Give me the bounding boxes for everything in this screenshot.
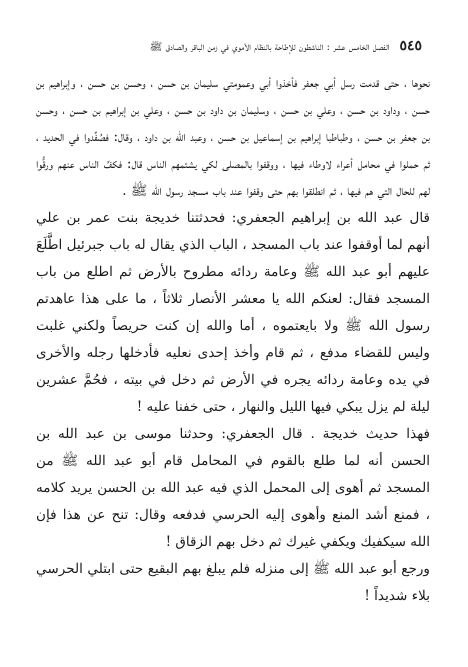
paragraph: فهذا حديث خديجة . قال الجعفري: وحدثنا موسى بن عبد الله بن الحسن أنه لما طلع بالقوم في المحامل قام أبو عبد الله ﷺ من المسجد ثم أهوى إلى المحمل الذي فيه عبد الله بن الحسن يريد كلامه ، فمنع أشد المنع وأهوى إليه الحرسي فدفعه وقال: تنح عن هذا فإن الله سيكفيك ويكفي غيرك ثم دخل بهم الزقاق ! (36, 426, 430, 550)
body-text (36, 70, 430, 610)
running-header (36, 38, 422, 56)
page-number: ٥٤٥ (399, 38, 422, 54)
paragraph: نحوها ، حتى قدمت رسل أبي جعفر فأخذوا أبي وعمومتي سليمان بن حسن ، وحسن بن حسن ، وإبراهيم بن حسن ، وداود بن حسن ، وعلي بن حسن ، وسليمان بن داود بن حسن ، وعلي بن إبراهيم بن حسن ، وحسن بن جعفر بن حسن ، وطباطبا إبراهيم بن إسماعيل بن حسن ، وعبد الله بن داود ، وقال: فصُفِّدوا في الحديد ، ثم حملوا في محامل أعراء لاوطاء فيها ، ووقفوا بالمصلى لكي يشتمهم الناس قال: فكفَّ الناس عنهم ورقُّوا لهم للحال التي هم فيها ، ثم انطلقوا بهم حتى وقفوا عند باب مسجد رسول الله ﷺ . (36, 75, 430, 199)
chapter-title: الفصل الخامس عشر : الناشطون للإطاحة بالنظام الأموي في زمن الباقر والصادق ﷺ (149, 41, 390, 53)
paragraph: ورجع أبو عبد الله ﷺ إلى منزله فلم يبلغ بهم البقيع حتى ابتلي الحرسي بلاء شديداً ! (36, 561, 430, 604)
paragraph: قال عبد الله بن إبراهيم الجعفري: فحدثتنا خديجة بنت عمر بن علي أنهم لما أوقفوا عند باب المسجد ، الباب الذي يقال له باب جبرئيل اطَّلَعَ عليهم أبو عبد الله ﷺ وعامة ردائه مطروح بالأرض ثم اطلع من باب المسجد فقال: لعنكم الله يا معشر الأنصار ثلاثاً ، ما على هذا عاهدتم رسول الله ﷺ ولا بايعتموه ، أما والله إن كنت حريصاً ولكني غلبت وليس للقضاء مدفع ، ثم قام وأخذ إحدى نعليه فأدخلها رجله والأخرى في يده وعامة ردائه يجره في الأرض ثم دخل في بيته ، فحُمَّ عشرين ليلة لم يزل يبكي فيها الليل والنهار ، حتى خفنا عليه ! (36, 210, 430, 415)
